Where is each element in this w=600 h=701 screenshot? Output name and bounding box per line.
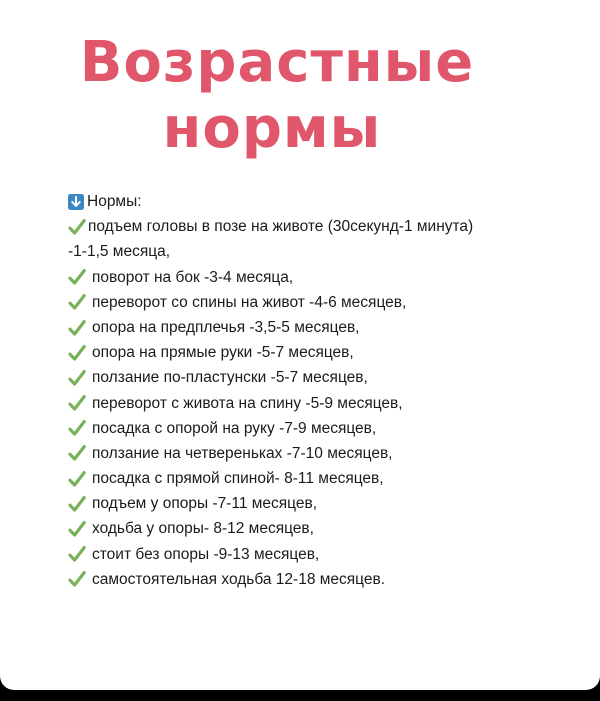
title-line-1: Возрастные <box>79 30 475 95</box>
list-item-continuation: -1-1,5 месяца, <box>68 243 171 261</box>
list-item <box>68 214 568 239</box>
check-mark-icon <box>68 218 86 236</box>
check-mark-icon <box>68 419 86 437</box>
list-item-text: опора на предплечья -3,5-5 месяцев, <box>92 318 360 336</box>
list-item-text: стоит без опоры -9-13 месяцев, <box>92 545 320 563</box>
page-title <box>0 30 600 162</box>
check-mark-icon <box>68 268 86 286</box>
check-mark-icon <box>68 470 86 488</box>
check-mark-icon <box>68 545 86 563</box>
list-item-text: посадка с опорой на руку -7-9 месяцев, <box>92 419 377 437</box>
list-item <box>68 315 568 340</box>
check-mark-icon <box>68 319 86 337</box>
list-header <box>68 189 568 214</box>
list-item-text: подъем у опоры -7-11 месяцев, <box>92 495 318 513</box>
check-mark-icon <box>68 444 86 462</box>
list-item-text: ходьба у опоры- 8-12 месяцев, <box>92 520 314 538</box>
down-arrow-icon <box>68 194 84 210</box>
list-item-text: переворот с живота на спину -5-9 месяцев, <box>92 394 403 412</box>
list-item <box>68 516 568 541</box>
list-item-text: опора на прямые руки -5-7 месяцев, <box>92 344 354 362</box>
list-item-text: ползание по-пластунски -5-7 месяцев, <box>92 369 368 387</box>
check-mark-icon <box>68 495 86 513</box>
list-item <box>68 265 568 290</box>
list-item <box>68 542 568 567</box>
check-mark-icon <box>68 369 86 387</box>
title-line-2: нормы <box>162 96 382 161</box>
list-item <box>68 416 568 441</box>
list-item <box>68 365 568 390</box>
list-item-text: подъем головы в позе на животе (30секунд-1 минута) <box>88 218 474 236</box>
list-item-text: посадка с прямой спиной- 8-11 месяцев, <box>92 470 384 488</box>
list-item <box>68 391 568 416</box>
list-item-text: ползание на четвереньках -7-10 месяцев, <box>92 444 393 462</box>
check-mark-icon <box>68 293 86 311</box>
check-mark-icon <box>68 570 86 588</box>
list-item <box>68 340 568 365</box>
list-item <box>68 290 568 315</box>
list-item-text: переворот со спины на живот -4-6 месяцев, <box>92 293 407 311</box>
check-mark-icon <box>68 344 86 362</box>
list-item-text: поворот на бок -3-4 месяца, <box>92 268 294 286</box>
norms-list <box>68 189 568 592</box>
check-mark-icon <box>68 520 86 538</box>
list-item <box>68 491 568 516</box>
list-item-text: самостоятельная ходьба 12-18 месяцев. <box>92 570 386 588</box>
list-item <box>68 567 568 592</box>
list-header-label: Нормы: <box>87 193 142 210</box>
list-item <box>68 466 568 491</box>
list-item <box>68 441 568 466</box>
check-mark-icon <box>68 394 86 412</box>
